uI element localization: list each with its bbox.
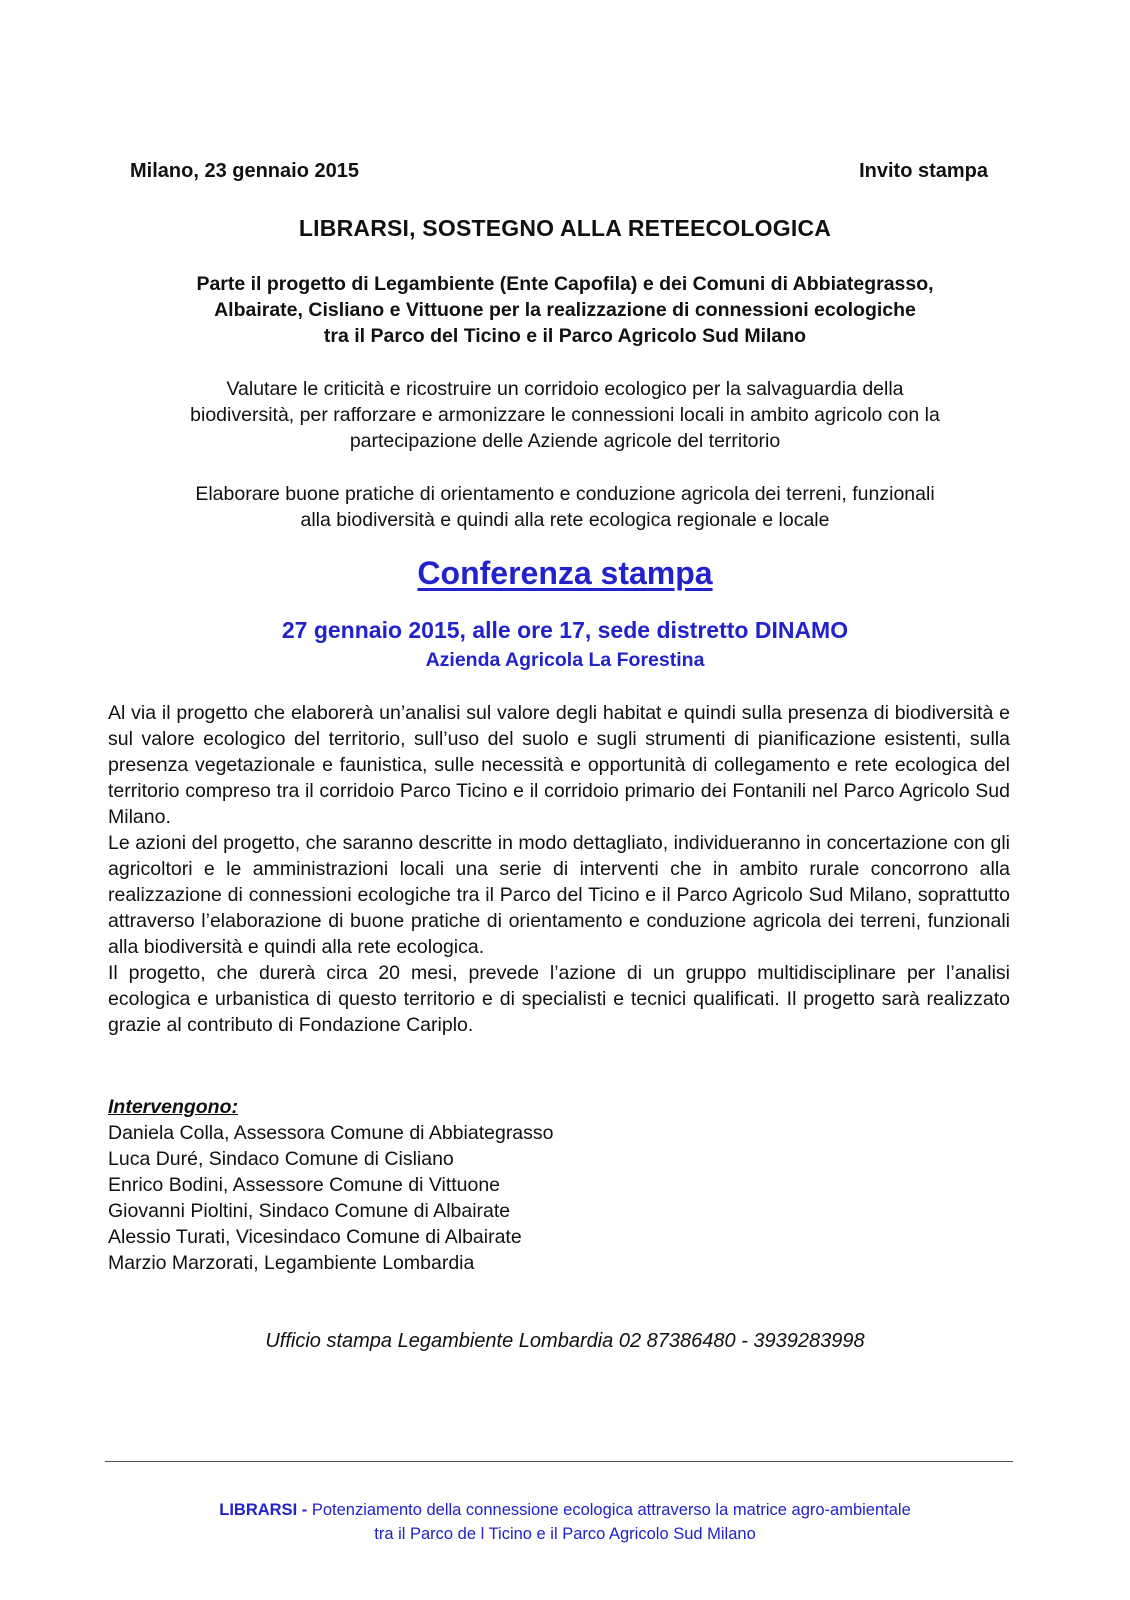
place-date: Milano, 23 gennaio 2015 — [130, 160, 359, 182]
headline: LIBRARSI, SOSTEGNO ALLA RETEECOLOGICA — [298, 215, 832, 241]
event-venue: Azienda Agricola La Forestina — [425, 649, 705, 671]
speaker-item: Luca Duré, Sindaco Comune di Cisliano — [108, 1148, 454, 1170]
body-paragraph: Il progetto, che durerà circa 20 mesi, prevede l’azione di un gruppo multidisciplinare per l’analisi ecologica e urbanistica di questo territorio e di specialisti e tecnici qualificati. Il progetto sarà realizzato grazie al contributo di Fondazione Cariplo. — [108, 962, 1010, 1036]
body-paragraph: Al via il progetto che elaborerà un’analisi sul valore degli habitat e quindi sulla presenza di biodiversità e sul valore ecologico del territorio, sull’uso del suolo e sugli strumenti di pianificazione esistenti, sulla presenza vegetazionale e faunistica, sulle necessità e opportunità di collegamento e rete ecologica del territorio compreso tra il corridoio Parco Ticino e il corridoio primario dei Fontanili nel Parco Agricolo Sud Milano. — [108, 702, 1010, 828]
document-type: Invito stampa — [859, 160, 988, 182]
document-header — [130, 160, 988, 190]
body-paragraph: Le azioni del progetto, che saranno descritte in modo dettagliato, individueranno in concertazione con gli agricoltori e le amministrazioni locali una serie di interventi che in ambito rurale concorrono alla realizzazione di connessioni ecologiche tra il Parco del Ticino e il Parco Agricolo Sud Milano, soprattutto attraverso l’elaborazione di buone pratiche di orientamento e conduzione agricola dei terreni, funzionali alla biodiversità e quindi alla rete ecologica. — [108, 832, 1010, 958]
footer-line — [0, 1498, 1130, 1522]
intro-line: biodiversità, per rafforzare e armonizzare le connessioni locali in ambito agricolo con la — [190, 404, 940, 426]
intro-line: partecipazione delle Aziende agricole del territorio — [349, 430, 781, 452]
subtitle-line: Albairate, Cisliano e Vittuone per la realizzazione di connessioni ecologiche — [214, 299, 916, 321]
footer-brand: LIBRARSI - — [219, 1501, 308, 1519]
press-office-contact: Ufficio stampa Legambiente Lombardia 02 87386480 - 3939283998 — [265, 1330, 865, 1352]
footer — [0, 1498, 1130, 1546]
speakers-heading: Intervengono: — [108, 1096, 238, 1118]
footer-line2: tra il Parco de l Ticino e il Parco Agricolo Sud Milano — [374, 1525, 756, 1543]
intro-paragraph — [100, 481, 1030, 533]
footer-line1-text: Potenziamento della connessione ecologica attraverso la matrice agro-ambientale — [311, 1501, 911, 1519]
speaker-item: Enrico Bodini, Assessore Comune di Vittuone — [108, 1174, 501, 1196]
intro-line: Valutare le criticità e ricostruire un corridoio ecologico per la salvaguardia della — [226, 378, 904, 400]
intro-paragraph — [100, 376, 1030, 454]
intro-line: alla biodiversità e quindi alla rete ecologica regionale e locale — [300, 509, 830, 531]
speaker-item: Daniela Colla, Assessora Comune di Abbiategrasso — [108, 1122, 554, 1144]
intro-line: Elaborare buone pratiche di orientamento e conduzione agricola dei terreni, funzionali — [195, 483, 935, 505]
conference-title-text: Conferenza stampa — [417, 555, 713, 591]
conference-title — [0, 555, 1130, 592]
event-date-line: 27 gennaio 2015, alle ore 17, sede distretto DINAMO — [281, 617, 849, 643]
subtitle-line: Parte il progetto di Legambiente (Ente Capofila) e dei Comuni di Abbiategrasso, — [196, 273, 934, 295]
speakers-list — [108, 1120, 554, 1276]
body-text — [108, 700, 1010, 1038]
footer-divider — [105, 1461, 1013, 1462]
subtitle-line: tra il Parco del Ticino e il Parco Agricolo Sud Milano — [323, 325, 807, 347]
subtitle — [110, 271, 1020, 349]
speaker-item: Marzio Marzorati, Legambiente Lombardia — [108, 1252, 475, 1274]
speaker-item: Alessio Turati, Vicesindaco Comune di Albairate — [108, 1226, 522, 1248]
speaker-item: Giovanni Pioltini, Sindaco Comune di Albairate — [108, 1200, 511, 1222]
speakers-section — [108, 1094, 554, 1276]
